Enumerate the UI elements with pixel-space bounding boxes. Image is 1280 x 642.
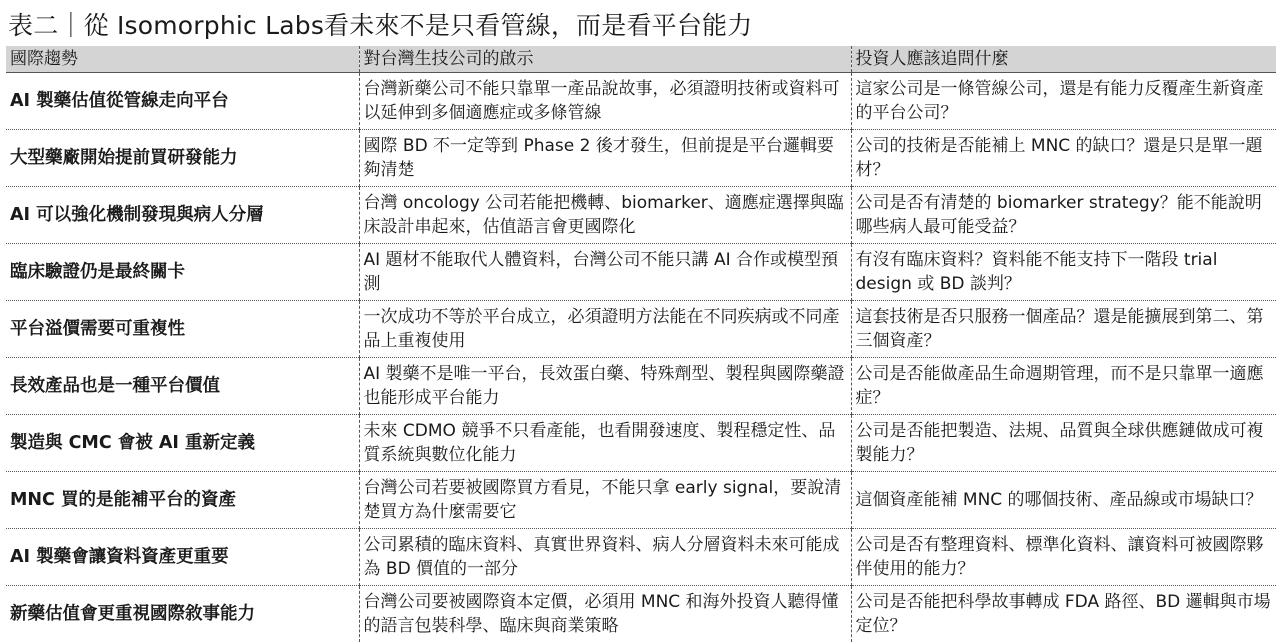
trend-cell: MNC 買的是能補平台的資產	[6, 472, 359, 529]
table-row	[6, 415, 1276, 472]
header-implication: 對台灣生技公司的啟示	[359, 46, 851, 73]
trend-cell: AI 製藥估值從管線走向平台	[6, 73, 359, 130]
implication-cell: 國際 BD 不一定等到 Phase 2 後才發生，但前提是平台邏輯要夠清楚	[359, 130, 851, 187]
table-row	[6, 187, 1276, 244]
question-cell: 公司是否有清楚的 biomarker strategy？能不能說明哪些病人最可能受益？	[851, 187, 1276, 244]
question-cell: 公司的技術是否能補上 MNC 的缺口？還是只是單一題材？	[851, 130, 1276, 187]
question-cell: 公司是否能把製造、法規、品質與全球供應鏈做成可複製能力？	[851, 415, 1276, 472]
question-cell: 有沒有臨床資料？資料能不能支持下一階段 trial design 或 BD 談判？	[851, 244, 1276, 301]
implication-cell: 台灣公司若要被國際買方看見，不能只拿 early signal，要說清楚買方為什麼需要它	[359, 472, 851, 529]
header-row	[6, 46, 1276, 73]
implication-cell: 公司累積的臨床資料、真實世界資料、病人分層資料未來可能成為 BD 價值的一部分	[359, 529, 851, 586]
implication-cell: 一次成功不等於平台成立，必須證明方法能在不同疾病或不同產品上重複使用	[359, 301, 851, 358]
header-trend: 國際趨勢	[6, 46, 359, 73]
question-cell: 這家公司是一條管線公司，還是有能力反覆產生新資產的平台公司？	[851, 73, 1276, 130]
table-row	[6, 586, 1276, 642]
table-row	[6, 358, 1276, 415]
table-row	[6, 244, 1276, 301]
question-cell: 公司是否有整理資料、標準化資料、讓資料可被國際夥伴使用的能力？	[851, 529, 1276, 586]
trend-cell: AI 製藥會讓資料資產更重要	[6, 529, 359, 586]
table-row	[6, 301, 1276, 358]
trend-cell: 大型藥廠開始提前買研發能力	[6, 130, 359, 187]
implication-cell: 台灣公司要被國際資本定價，必須用 MNC 和海外投資人聽得懂的語言包裝科學、臨床與商業策略	[359, 586, 851, 642]
implication-cell: 台灣 oncology 公司若能把機轉、biomarker、適應症選擇與臨床設計串起來，估值語言會更國際化	[359, 187, 851, 244]
table-header	[6, 46, 1276, 73]
table-row	[6, 73, 1276, 130]
trend-cell: 平台溢價需要可重複性	[6, 301, 359, 358]
trend-cell: 臨床驗證仍是最終關卡	[6, 244, 359, 301]
trend-cell: 新藥估值會更重視國際敘事能力	[6, 586, 359, 642]
implication-cell: 台灣新藥公司不能只靠單一產品說故事，必須證明技術或資料可以延伸到多個適應症或多條管線	[359, 73, 851, 130]
trend-cell: AI 可以強化機制發現與病人分層	[6, 187, 359, 244]
question-cell: 公司是否能做產品生命週期管理，而不是只靠單一適應症？	[851, 358, 1276, 415]
table-row	[6, 472, 1276, 529]
implication-cell: AI 題材不能取代人體資料，台灣公司不能只講 AI 合作或模型預測	[359, 244, 851, 301]
question-cell: 這套技術是否只服務一個產品？還是能擴展到第二、第三個資產？	[851, 301, 1276, 358]
implication-cell: 未來 CDMO 競爭不只看產能，也看開發速度、製程穩定性、品質系統與數位化能力	[359, 415, 851, 472]
question-cell: 這個資產能補 MNC 的哪個技術、產品線或市場缺口？	[851, 472, 1276, 529]
comparison-table	[6, 46, 1276, 642]
table-row	[6, 529, 1276, 586]
implication-cell: AI 製藥不是唯一平台，長效蛋白藥、特殊劑型、製程與國際藥證也能形成平台能力	[359, 358, 851, 415]
question-cell: 公司是否能把科學故事轉成 FDA 路徑、BD 邏輯與市場定位？	[851, 586, 1276, 642]
header-question: 投資人應該追問什麼	[851, 46, 1276, 73]
trend-cell: 長效產品也是一種平台價值	[6, 358, 359, 415]
trend-cell: 製造與 CMC 會被 AI 重新定義	[6, 415, 359, 472]
table-title: 表二｜從 Isomorphic Labs看未來不是只看管線，而是看平台能力	[8, 6, 752, 46]
table-body	[6, 73, 1276, 642]
table-row	[6, 130, 1276, 187]
